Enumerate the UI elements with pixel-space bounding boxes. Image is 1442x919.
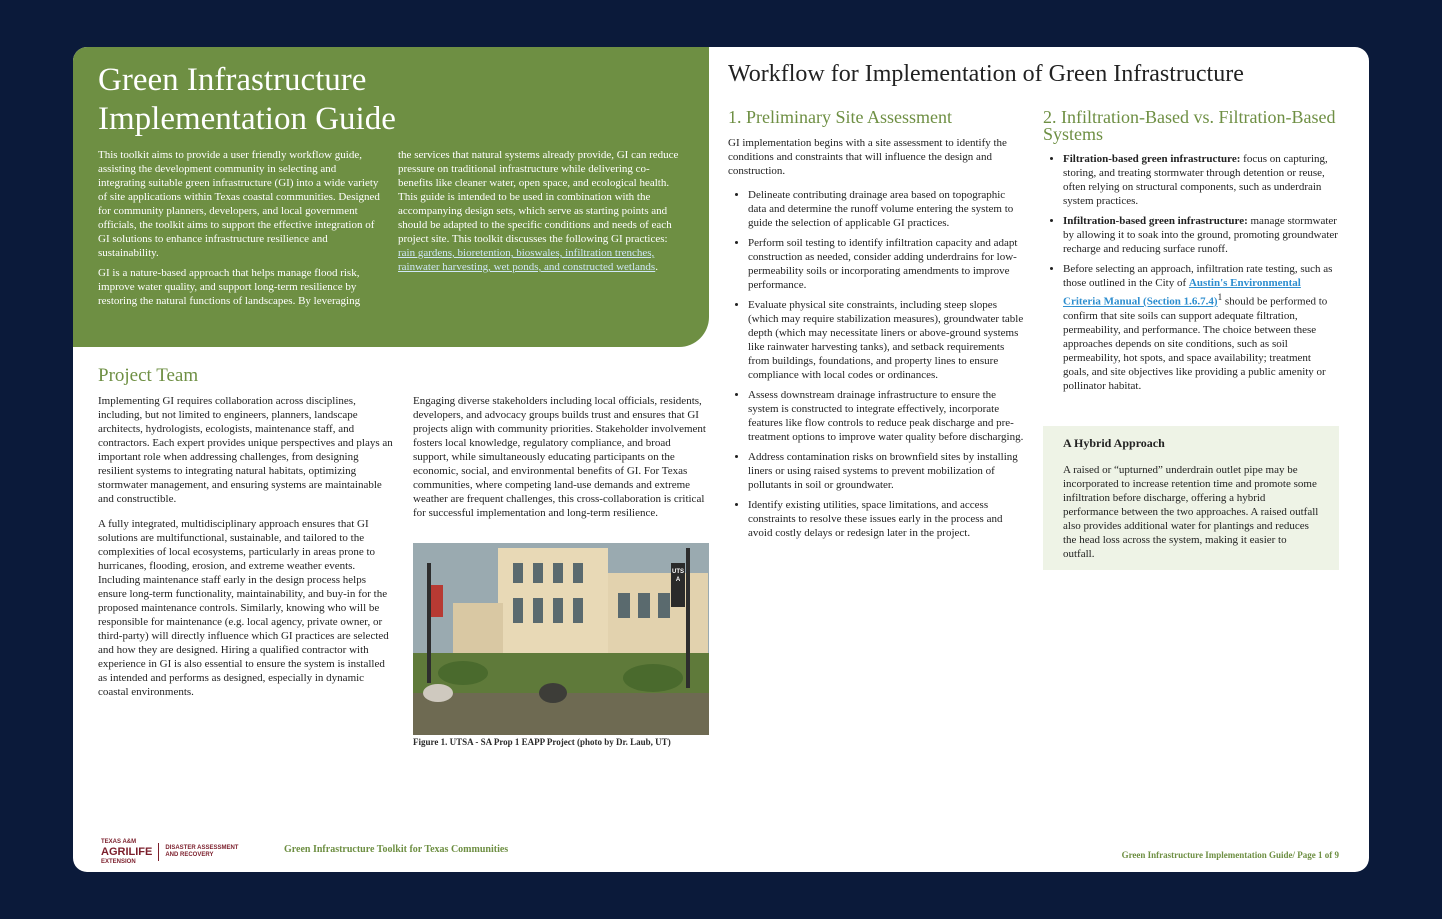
term-infiltration-desc: manage stormwater by allowing it to soak into the ground, promoting groundwater recharge and reducing surface runoff. (1063, 215, 1338, 255)
hybrid-text: A raised or “upturned” underdrain outlet pipe may be incorporated to increase retention time and promote some infiltration before discharge, offering a hybrid performance between the two approaches. A raised outfall also provides additional water for plantings and reduces the head loss across the system, making it easier to outfall. (1063, 464, 1319, 560)
list-item (1063, 152, 1339, 208)
logo-wordmark (101, 837, 152, 867)
footer-page-number: Green Infrastructure Implementation Guide/ Page 1 of 9 (1121, 850, 1339, 860)
figure-caption: Figure 1. UTSA - SA Prop 1 EAPP Project (photo by Dr. Laub, UT) (413, 737, 671, 747)
project-photo (413, 543, 709, 735)
hero-banner (73, 47, 709, 347)
page-title: Green Infrastructure Implementation Guide (98, 62, 396, 137)
hero-text: the services that natural systems already provide, GI can reduce pressure on traditional infrastructure while delivering co-benefits like cleaner water, open space, and ecological health. This guide is intended to be used in combination with the accompanying design sets, which serve as starting points and should be adapted to the specific conditions and needs of each project site. This toolkit discusses the following GI practices: (398, 149, 679, 245)
list-item: • Perform soil testing to identify infiltration capacity and adapt construction as needed, consider adding underdrains for low-permeability soils or incorporating amendments to improve performance. (748, 236, 1024, 292)
criteria-manual-link[interactable]: Austin's Environmental Criteria Manual (Section 1.6.7.4) (1063, 277, 1301, 308)
logo-sub-line: AND RECOVERY (165, 852, 214, 858)
footer-toolkit-title: Green Infrastructure Toolkit for Texas Communities (284, 844, 509, 855)
section-2-heading: 2. Infiltration-Based vs. Filtration-Based Systems (1043, 107, 1336, 144)
list-item (1063, 214, 1339, 256)
hero-text-end: . (655, 261, 658, 273)
logo-divider (158, 843, 159, 861)
project-team-heading: Project Team (98, 365, 199, 386)
body-paragraph: Engaging diverse stakeholders including local officials, residents, developers, and advocacy groups builds trust and ensures that GI projects align with community priorities. Stakeholder involvement fosters local knowledge, regulatory compliance, and broad support, while simultaneously educating participants on the economic, social, and environmental benefits of GI. For Texas communities, where competing land-use demands and extreme weather are frequent challenges, this cross-collaboration is critical for successful implementation and long-term resilience. (413, 395, 706, 519)
term-infiltration: Infiltration-based green infrastructure: (1063, 215, 1248, 227)
project-team-column-1 (98, 394, 396, 710)
logo-main-text: AGRILIFE (101, 846, 153, 858)
hero-column-2 (398, 148, 683, 280)
term-filtration-desc: focus on capturing, storing, and treating stormwater through detention or reuse, often relying on structural components, such as underdrain system practices. (1063, 153, 1328, 207)
hero-paragraph: GI is a nature-based approach that helps manage flood risk, improve water quality, and support long-term resilience by restoring the natural functions of landscapes. By leveraging (98, 267, 361, 307)
document-page (73, 47, 1369, 872)
list-item (1063, 262, 1339, 393)
hybrid-approach-box (1043, 426, 1339, 570)
workflow-heading: Workflow for Implementation of Green Infrastructure (728, 61, 1244, 87)
section-1-heading: 1. Preliminary Site Assessment (728, 107, 952, 127)
project-team-column-2 (413, 394, 709, 531)
logo-subtitle (165, 845, 238, 859)
hero-paragraph: This toolkit aims to provide a user friendly workflow guide, assisting the development community in selecting and integrating suitable green infrastructure (GI) into a wide variety of site applications within Texas coastal communities. Designed for community planners, developers, and local government officials, the toolkit aims to support the effective integration of GI solutions to enhance infrastructure resilience and sustainability. (98, 149, 380, 259)
list-item: • Evaluate physical site constraints, including steep slopes (which may require stabilization measures), groundwater table depth (which may necessitate liners or above-ground systems like rainwater harvesting tanks), and setback requirements from buildings, foundations, and property lines to ensure compliance with local codes or ordinances. (748, 298, 1024, 382)
list-text: Before selecting an approach, infiltration rate testing, such as those outlined in the City of (1063, 263, 1333, 289)
list-text: should be performed to confirm that site soils can support adequate filtration, permeability, and performance. The choice between these approaches depends on site conditions, such as soil permeability, hot spots, and space availability; treatment goals, and site objectives like providing a public amenity or pollinator habitat. (1063, 295, 1328, 392)
logo-sub-line: DISASTER ASSESSMENT (165, 845, 239, 851)
section-2-body (1043, 152, 1339, 399)
hero-column-1 (98, 148, 383, 314)
photo-illustration (413, 543, 709, 735)
photo-banner-text: UTSA (672, 569, 684, 583)
footnote-marker: 1 (1217, 292, 1223, 302)
logo-small-text: TEXAS A&M (101, 839, 137, 845)
body-paragraph: A fully integrated, multidisciplinary approach ensures that GI solutions are multifunctional, sustainable, and tailored to the complexities of local ecosystems, particularly in areas prone to hurricanes, flooding, erosion, and extreme weather events. Including maintenance staff early in the design process helps ensure long-term functionality, maintainability, and buy-in for the proposed maintenance controls. Similarly, knowing who will be responsible for maintenance (e.g. local agency, private owner, or third-party) will directly influence which GI practices are selected and how they are designed. Hiring a qualified contractor with experience in GI is also essential to ensure the system is installed as intended and performs as designed, especially in dynamic coastal environments. (98, 518, 389, 698)
section-1-intro: GI implementation begins with a site assessment to identify the conditions and constraints that will influence the design and construction. (728, 137, 1007, 177)
section-2-list (1043, 152, 1339, 393)
list-item: • Address contamination risks on brownfield sites by installing liners or using raised systems to prevent mobilization of pollutants in soil or groundwater. (748, 450, 1024, 492)
list-item: • Delineate contributing drainage area based on topographic data and determine the runoff volume entering the system to guide the selection of applicable GI practices. (748, 188, 1024, 230)
term-filtration: Filtration-based green infrastructure: (1063, 153, 1241, 165)
gi-practices-link[interactable]: rain gardens, bioretention, bioswales, infiltration trenches, rainwater harvesting, wet ponds, and constructed wetlands (398, 247, 656, 273)
list-item: • Assess downstream drainage infrastructure to ensure the system is constructed to integrate effectively, incorporate features like flow controls to reduce peak discharge and pre-treatment options to improve water quality before discharging. (748, 388, 1024, 444)
section-1-body (728, 136, 1024, 546)
hybrid-heading: A Hybrid Approach (1063, 436, 1165, 450)
body-paragraph: Implementing GI requires collaboration across disciplines, including, but not limited to engineers, planners, landscape architects, hydrologists, ecologists, maintenance staff, and contractors. Each expert provides unique perspectives and plays an important role when addressing challenges, from designing resilient systems to integrating natural habitats, optimizing stormwater management, and ensuring systems are maintainable and constructible. (98, 395, 393, 505)
list-item: • Identify existing utilities, space limitations, and access constraints to resolve these issues early in the process and avoid costly delays or redesign later in the project. (748, 498, 1024, 540)
hero-paragraph (398, 148, 683, 274)
logo-ext-text: EXTENSION (101, 859, 136, 865)
agrilife-logo (101, 837, 238, 867)
section-1-list (728, 188, 1024, 540)
